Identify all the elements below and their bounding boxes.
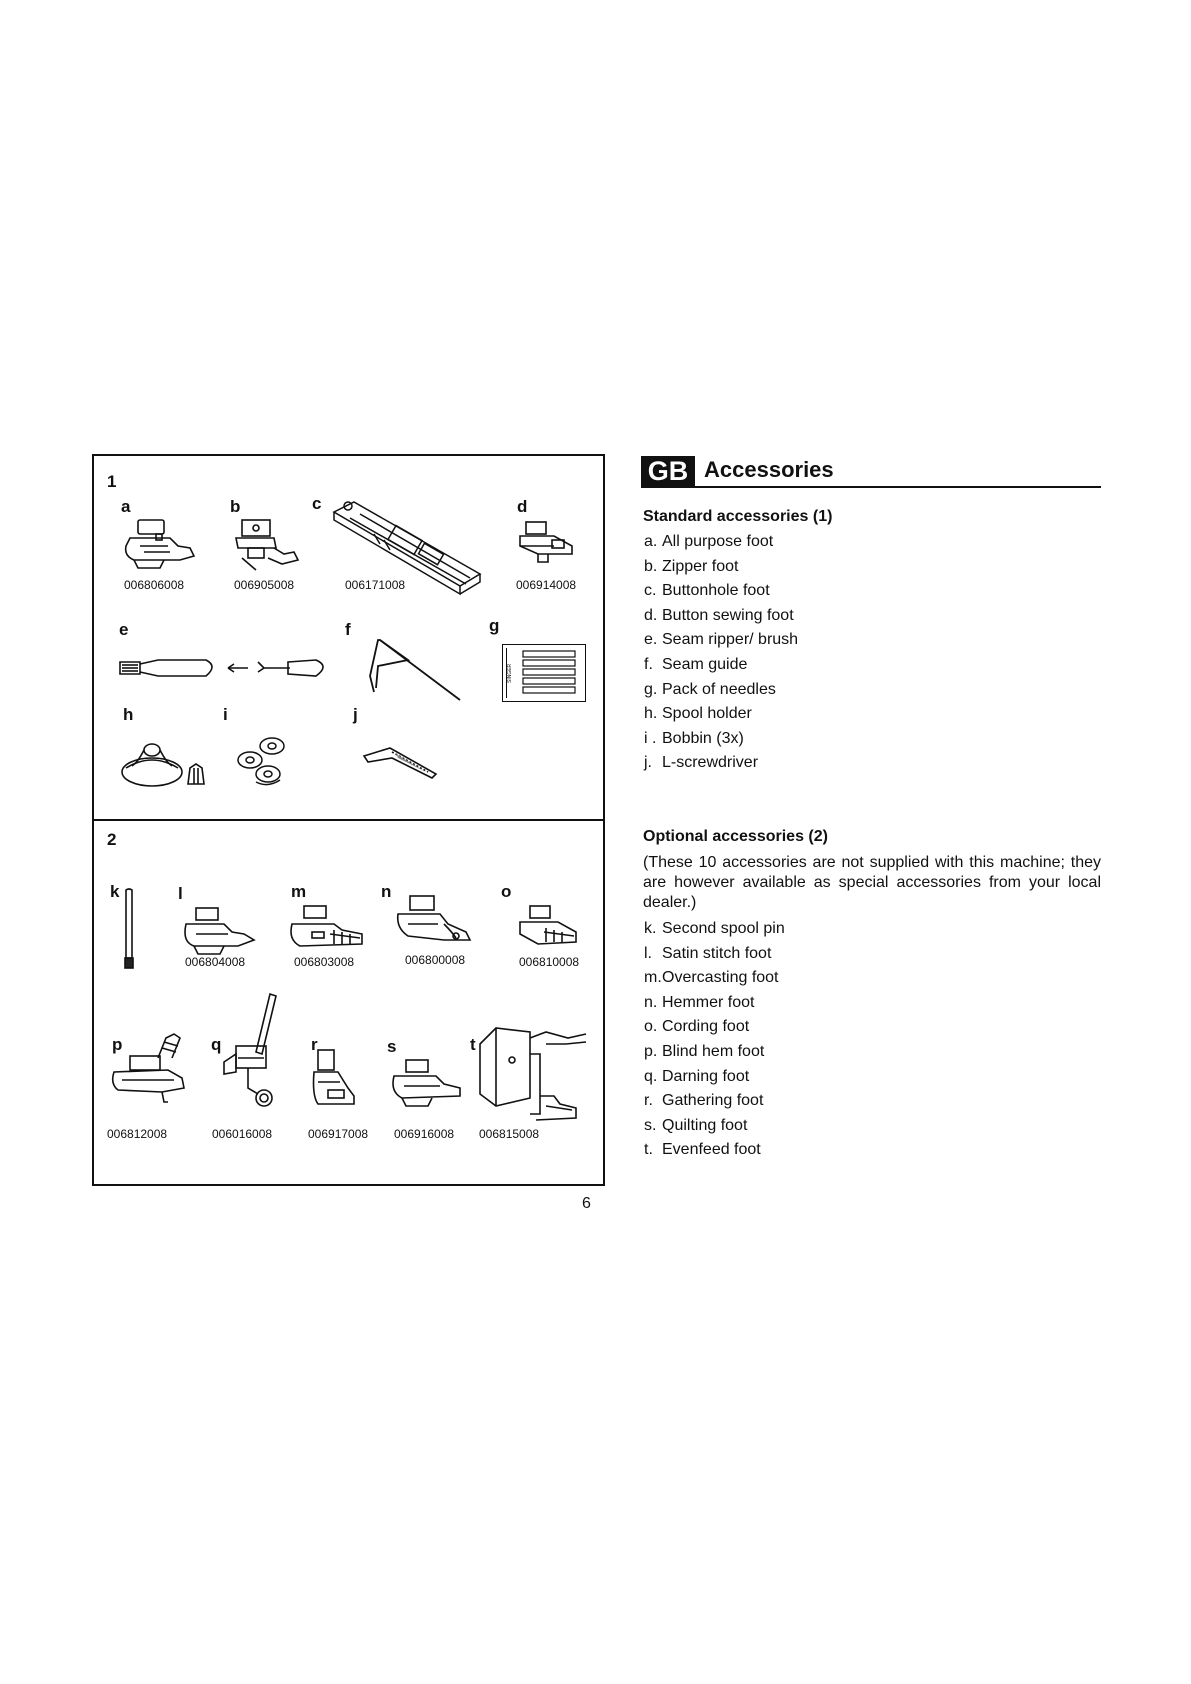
needle-pack-icon	[502, 644, 586, 702]
item-letter-h: h	[123, 705, 134, 724]
part-number-d: 006914008	[516, 578, 577, 592]
screwdriver-icon	[362, 744, 444, 782]
list-item: h. Spool holder	[644, 705, 752, 723]
satin-foot-icon	[180, 904, 262, 960]
item-letter-i: i	[223, 705, 228, 724]
accessories-figure	[92, 454, 605, 1186]
item-letter-c: c	[312, 494, 322, 513]
overcasting-foot-icon	[286, 902, 370, 960]
item-letter-d: d	[517, 497, 528, 516]
button-sewing-foot-icon	[514, 516, 580, 570]
title-rule	[641, 486, 1101, 488]
item-letter-e: e	[119, 620, 129, 639]
item-letter-m: m	[291, 882, 307, 901]
seam-ripper-brush-icon	[118, 652, 340, 686]
blind-hem-foot-icon	[108, 1028, 196, 1106]
item-letter-b: b	[230, 497, 241, 516]
optional-accessories-note: (These 10 accessories are not supplied with this machine; they are however available as special accessories from your local dealer.)	[643, 854, 1101, 911]
section-2-number: 2	[107, 830, 117, 849]
list-item: b. Zipper foot	[644, 557, 739, 575]
list-item: d. Button sewing foot	[644, 606, 794, 624]
item-letter-p: p	[112, 1035, 123, 1054]
item-letter-g: g	[489, 616, 500, 635]
bobbins-icon	[236, 734, 290, 792]
part-number-a: 006806008	[124, 578, 185, 592]
list-item: p. Blind hem foot	[644, 1042, 765, 1060]
list-item: o. Cording foot	[644, 1018, 750, 1036]
seam-guide-icon	[366, 636, 466, 702]
part-number-p: 006812008	[107, 1127, 168, 1141]
list-item: q. Darning foot	[644, 1067, 750, 1085]
zipper-foot-icon	[228, 514, 306, 578]
item-letter-k: k	[110, 882, 120, 901]
standard-accessories-heading: Standard accessories (1)	[643, 508, 833, 525]
list-item: c. Buttonhole foot	[644, 582, 770, 600]
item-letter-a: a	[121, 497, 131, 516]
item-letter-q: q	[211, 1035, 222, 1054]
section-1-number: 1	[107, 472, 117, 491]
optional-accessories-heading: Optional accessories (2)	[643, 828, 828, 845]
gathering-foot-icon	[308, 1048, 364, 1110]
part-number-l: 006804008	[185, 955, 246, 969]
part-number-t: 006815008	[479, 1127, 540, 1141]
list-item: r. Gathering foot	[644, 1092, 764, 1110]
optional-accessories-list	[644, 917, 785, 1163]
spool-pin-icon	[122, 888, 136, 972]
item-letter-r: r	[311, 1035, 318, 1054]
part-number-q: 006016008	[212, 1127, 273, 1141]
part-number-b: 006905008	[234, 578, 295, 592]
language-badge: GB	[641, 456, 695, 487]
item-letter-t: t	[470, 1035, 476, 1054]
item-letter-n: n	[381, 882, 392, 901]
needle-pack-brand: SINGER	[506, 648, 519, 698]
part-number-m: 006803008	[294, 955, 355, 969]
page-title: Accessories	[704, 457, 834, 482]
list-item: k. Second spool pin	[644, 920, 785, 937]
item-letter-l: l	[178, 884, 183, 903]
part-number-o: 006810008	[519, 955, 580, 969]
cording-foot-icon	[514, 902, 586, 956]
part-number-n: 006800008	[405, 953, 466, 967]
evenfeed-foot-icon	[476, 1024, 592, 1126]
part-number-c: 006171008	[345, 578, 406, 592]
list-item: j. L-screwdriver	[644, 754, 759, 772]
page-number: 6	[582, 1195, 591, 1212]
item-letter-o: o	[501, 882, 512, 901]
quilting-foot-icon	[388, 1056, 468, 1110]
list-item: f. Seam guide	[644, 655, 748, 673]
list-item: g. Pack of needles	[644, 680, 776, 698]
list-item: e. Seam ripper/ brush	[644, 631, 799, 649]
list-item: l. Satin stitch foot	[644, 944, 772, 962]
spool-holder-icon	[118, 732, 214, 794]
figure-divider	[94, 819, 603, 821]
presser-foot-icon	[120, 516, 200, 576]
darning-foot-icon	[214, 992, 298, 1110]
item-letter-f: f	[345, 620, 351, 639]
part-number-r: 006917008	[308, 1127, 369, 1141]
list-item: i . Bobbin (3x)	[644, 729, 744, 747]
list-item: s. Quilting foot	[644, 1116, 748, 1134]
list-item: n. Hemmer foot	[644, 993, 755, 1011]
hemmer-foot-icon	[394, 892, 478, 952]
item-letter-j: j	[353, 705, 358, 724]
standard-accessories-list	[644, 530, 798, 776]
list-item: m.Overcasting foot	[644, 969, 779, 987]
list-item: t. Evenfeed foot	[644, 1141, 761, 1159]
item-letter-s: s	[387, 1037, 397, 1056]
part-number-s: 006916008	[394, 1127, 455, 1141]
list-item: a. All purpose foot	[644, 533, 774, 550]
